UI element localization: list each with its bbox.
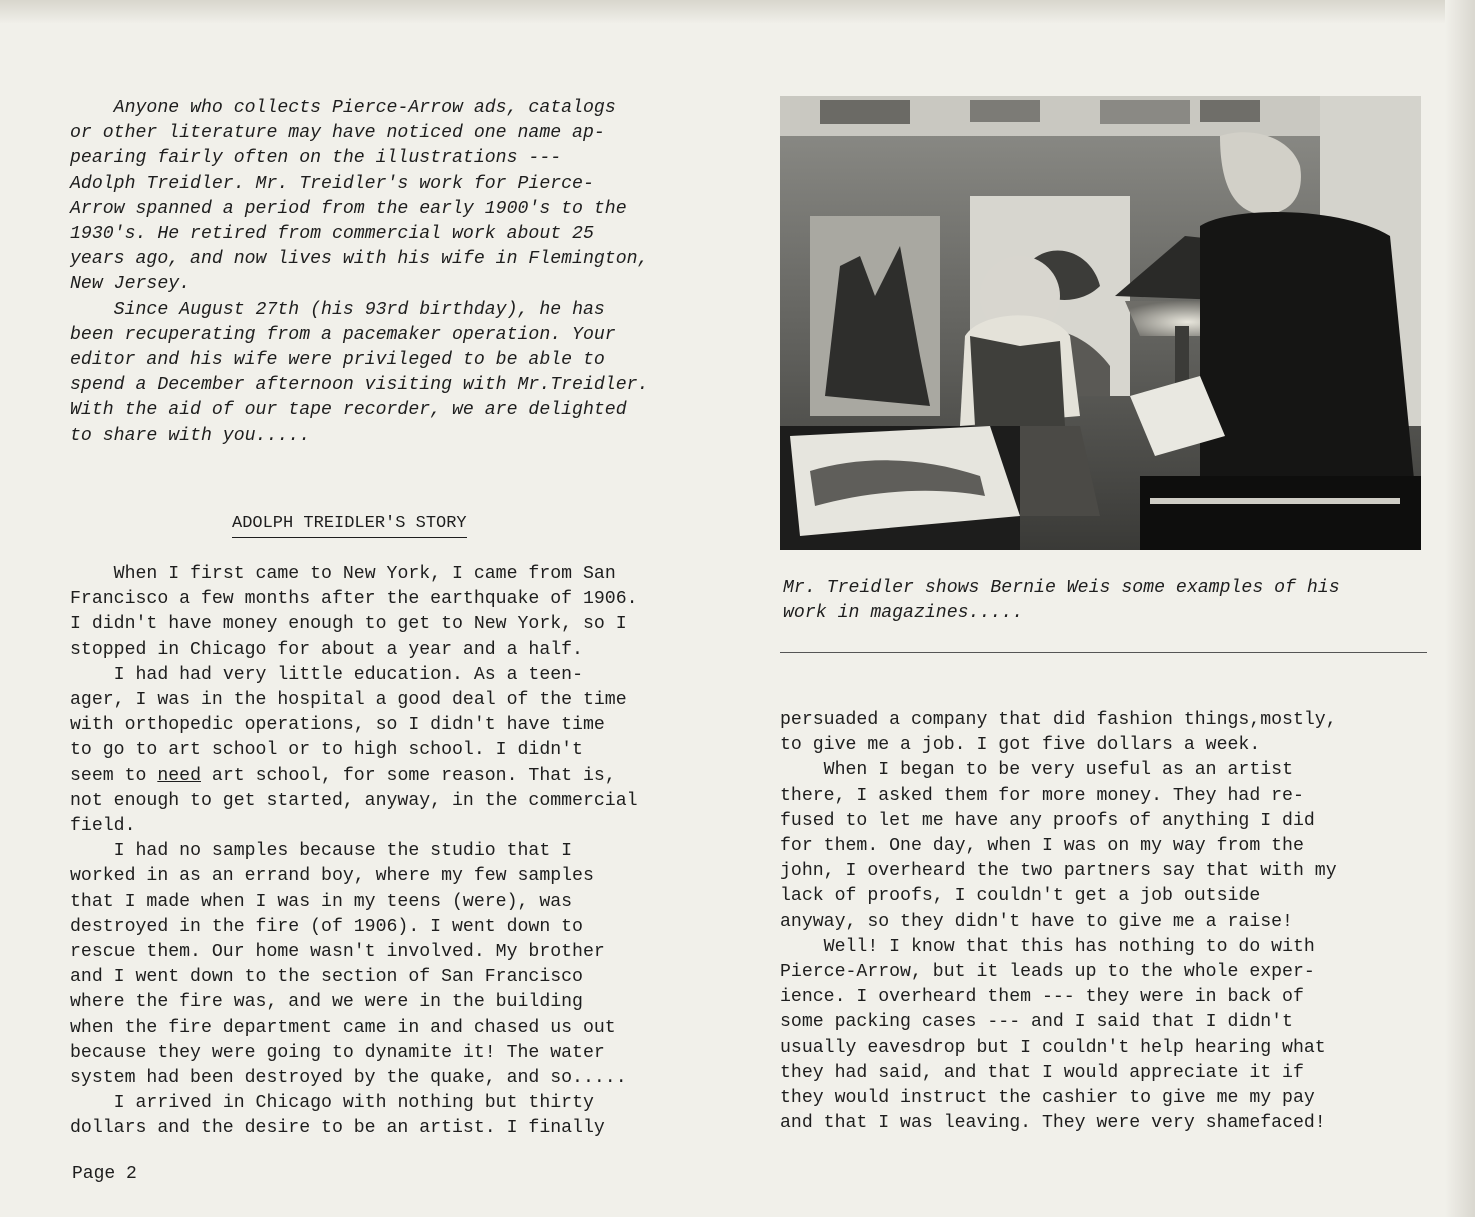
story-right-column [780, 708, 1440, 1136]
story-paragraph-4: I arrived in Chicago with nothing but thirty dollars and the desire to be an artist. I finally [70, 1093, 605, 1139]
divider-rule [780, 652, 1427, 653]
story-paragraph-7: Well! I know that this has nothing to do with Pierce-Arrow, but it leads up to the whole exper- ience. I overheard them --- they were in back of some packing cases --- and I said that I didn't usually eavesdrop but I couldn't help hearing what they had said, and that I would appreciate it if they would instruct the cashier to give me my pay and that I was leaving. They were very shamefaced! [780, 936, 1326, 1134]
page-binding-shadow [0, 0, 1475, 24]
story-paragraph-2-start: I had had very little education. As a teen- ager, I was in the hospital a good deal of the time with orthopedic operations, so I didn't have time to go to art school or to high school. I didn't seem to [70, 664, 627, 786]
story-paragraph-2-end: art school, for some reason. That is, not enough to get started, anyway, in the commercial field. [70, 765, 638, 837]
page-edge-shadow [1445, 0, 1475, 1217]
story-paragraph-5: persuaded a company that did fashion things,mostly, to give me a job. I got five dollars a week. [780, 710, 1337, 756]
intro-column [70, 96, 750, 449]
photo-illustration [780, 96, 1421, 550]
story-paragraph-6: When I began to be very useful as an artist there, I asked them for more money. They had re- fused to let me have any proofs of anything I did for them. One day, when I was on my way from the john, I overheard the two partners say that with my lack of proofs, I couldn't get a job outside anyway, so they didn't have to give me a raise! [780, 760, 1337, 932]
intro-paragraph-1: Anyone who collects Pierce-Arrow ads, catalogs or other literature may have noticed one name ap- pearing fairly often on the illustrations --- Adolph Treidler. Mr. Treidler's work for Pierce- Arrow spanned a period from the early 1900's to the 1930's. He retired from commercial work about 25 years ago, and now lives with his wife in Flemington, New Jersey. [70, 98, 649, 295]
story-paragraph-2 [70, 663, 750, 839]
story-title: ADOLPH TREIDLER'S STORY [232, 512, 467, 538]
story-paragraph-1: When I first came to New York, I came from San Francisco a few months after the earthquake of 1906. I didn't have money enough to get to New York, so I stopped in Chicago for about a year and a half. [70, 564, 638, 660]
intro-paragraph-2: Since August 27th (his 93rd birthday), he has been recuperating from a pacemaker operation. Your editor and his wife were privileged to be able to spend a December afternoon visiting with Mr.Treidler. With the aid of our tape recorder, we are delighted to share with you..... [70, 299, 649, 446]
page-number: Page 2 [72, 1164, 137, 1184]
emphasized-word: need [157, 765, 201, 786]
story-paragraph-3: I had no samples because the studio that I worked in as an errand boy, where my few samples that I made when I was in my teens (were), was destroyed in the fire (of 1906). I went down to rescue them. Our home wasn't involved. My brother and I went down to the section of San Francisco where the fire was, and we were in the building when the fire department came in and chased us out because they were going to dynamite it! The water system had been destroyed by the quake, and so..... [70, 841, 627, 1089]
photo-treidler-and-weis [780, 96, 1421, 550]
story-left-column [70, 562, 750, 1142]
photo-caption: Mr. Treidler shows Bernie Weis some examples of his work in magazines..... [783, 578, 1340, 624]
